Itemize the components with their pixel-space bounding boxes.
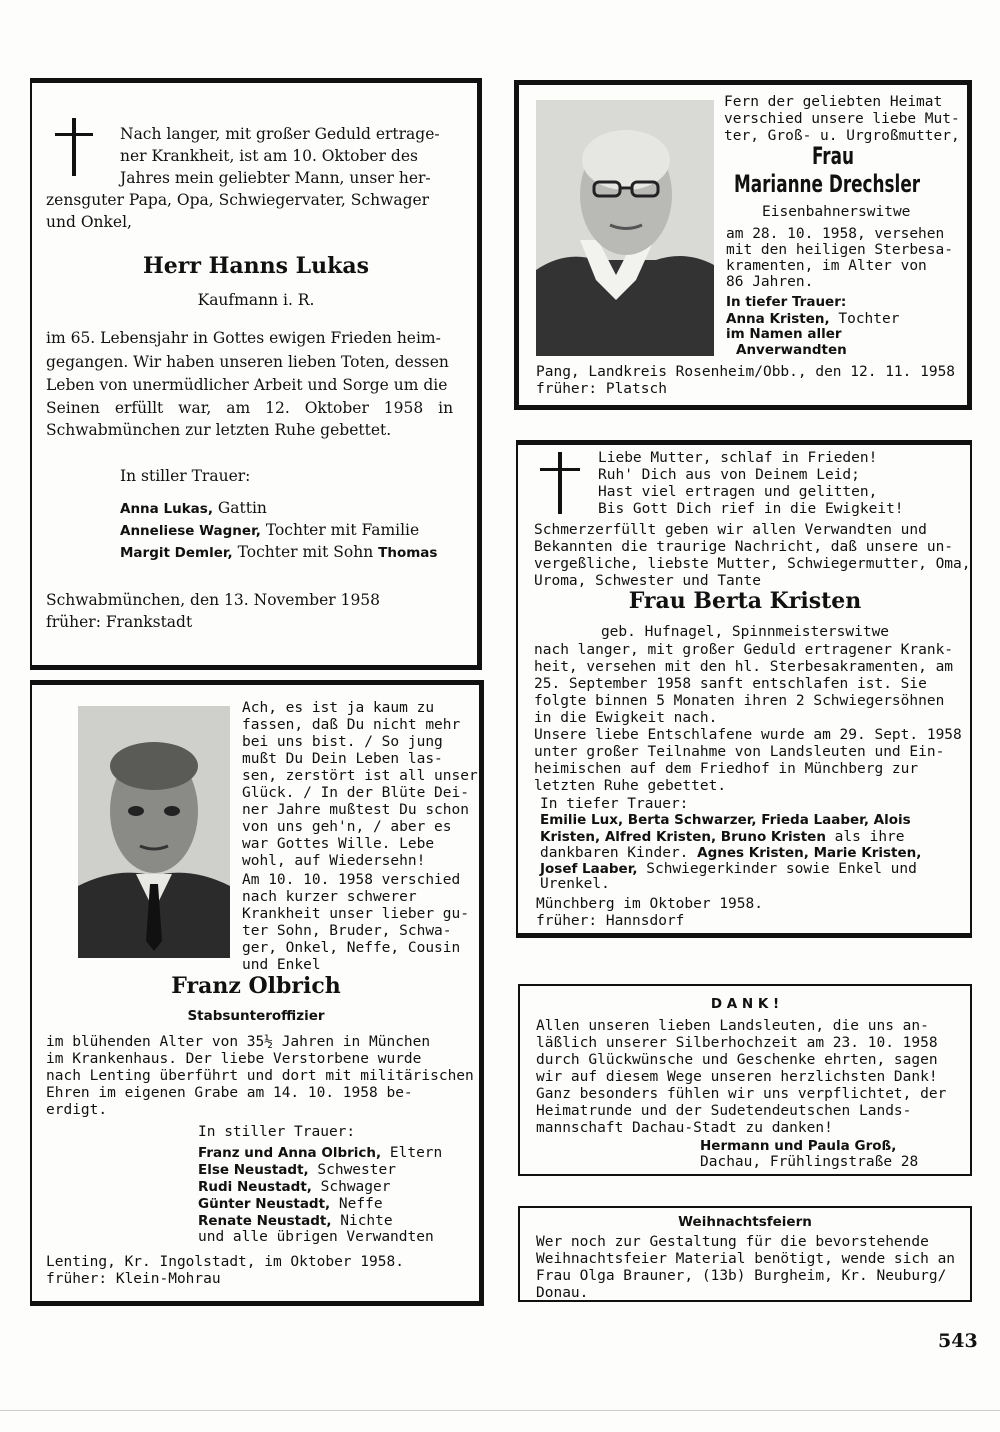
n2-intro-0: Fern der geliebten Heimat (724, 94, 943, 110)
n6-body-1: Weihnachtsfeier Material benötigt, wende sich an (536, 1251, 956, 1267)
n2-mourner-line3: Anverwandten (736, 342, 847, 358)
n4-mourner-0-name: Franz und Anna Olbrich, (198, 1145, 382, 1161)
n2-title: Eisenbahnerswitwe (762, 204, 911, 220)
n1-name: Herr Hanns Lukas (142, 253, 370, 279)
n1-mourner-0 (120, 500, 267, 518)
n2-former: früher: Platsch (536, 381, 667, 397)
n2-body-1: mit den heiligen Sterbesa- (726, 242, 953, 258)
n4-former: früher: Klein-Mohrau (46, 1271, 221, 1287)
n4-mourner-4-rest: Nichte (331, 1213, 393, 1229)
n2-mourner-line2: im Namen aller (726, 326, 842, 342)
n3-former: früher: Hannsdorf (536, 913, 685, 929)
n2-intro-1: verschied unsere liebe Mut- (724, 111, 960, 127)
n4-mourner-3-rest: Neffe (330, 1196, 383, 1212)
n4-intro-0: Ach, es ist ja kaum zu (242, 700, 435, 716)
n4-mourner-1-rest: Schwester (308, 1162, 396, 1178)
n2-prefix: Frau (812, 142, 854, 170)
n1-mourner-2 (120, 544, 437, 562)
n4-intro-8: war Gottes Wille. Lebe (242, 836, 435, 852)
n6-body-2: Frau Olga Brauner, (13b) Burgheim, Kr. Neuburg/ (536, 1268, 947, 1284)
n1-intro-3: zensguter Papa, Opa, Schwiegervater, Schwager (46, 191, 430, 209)
portrait-image (78, 706, 230, 958)
n3-name: Frau Berta Kristen (628, 588, 862, 614)
n4-intro-13: ter Sohn, Bruder, Schwa- (242, 923, 452, 939)
n4-mourner-1-name: Else Neustadt, (198, 1162, 309, 1178)
n1-place: Schwabmünchen, den 13. November 1958 (46, 591, 381, 609)
n2-place: Pang, Landkreis Rosenheim/Obb., den 12. 11. 1958 (536, 364, 956, 380)
n3-mourners-3-rest: dankbaren Kinder. (540, 845, 698, 861)
n3-place: Münchberg im Oktober 1958. (536, 896, 763, 912)
n4-mourner-2 (198, 1178, 390, 1196)
n4-mourner-4 (198, 1212, 393, 1230)
n1-body-0: im 65. Lebensjahr in Gottes ewigen Frieden heim- (46, 329, 441, 347)
n4-mourner-5: und alle übrigen Verwandten (198, 1229, 434, 1245)
n4-body-3: Ehren im eigenen Grabe am 14. 10. 1958 be- (46, 1085, 413, 1101)
n6-body-0: Wer noch zur Gestaltung für die bevorstehende (536, 1234, 929, 1250)
n4-mourner-0-rest: Eltern (381, 1145, 443, 1161)
n2-intro-2: ter, Groß- u. Urgroßmutter, (724, 128, 960, 144)
bottom-scan-rule (0, 1410, 1000, 1411)
n3-body-2: 25. September 1958 sanft entschlafen ist. Sie (534, 676, 927, 692)
n3-body-0: nach langer, mit großer Geduld ertragener Krank- (534, 642, 954, 658)
n4-intro-3: mußt Du Dein Leben las- (242, 751, 443, 767)
n1-mourner-2-rest: Tochter mit Sohn (232, 543, 379, 561)
portrait-photo-elderly-woman (536, 100, 714, 356)
n3-title: geb. Hufnagel, Spinnmeisterswitwe (600, 624, 890, 640)
n1-body-1: gegangen. Wir haben unseren lieben Toten, dessen (46, 353, 449, 371)
n3-mourning: In tiefer Trauer: (540, 796, 689, 812)
n6-body-3: Donau. (536, 1285, 589, 1301)
n3-mourners-4-names: Josef Laaber, (540, 861, 638, 877)
n4-mourner-3-name: Günter Neustadt, (198, 1196, 331, 1212)
n3-mourners-2-rest: als ihre (825, 829, 905, 845)
n4-mourner-2-name: Rudi Neustadt, (198, 1179, 312, 1195)
page-number: 543 (938, 1330, 978, 1352)
n1-intro-1: ner Krankheit, ist am 10. Oktober des (120, 147, 418, 165)
n3-poem-2: Hast viel ertragen und gelitten, (598, 484, 878, 500)
cross-icon (540, 452, 580, 514)
n1-intro-2: Jahres mein geliebter Mann, unser her- (120, 169, 431, 187)
n1-former: früher: Frankstadt (46, 613, 193, 631)
n3-body-6: unter großer Teilnahme von Landsleuten und Ein- (534, 744, 945, 760)
n4-intro-2: bei uns bist. / So jung (242, 734, 443, 750)
n1-mourner-0-rest: Gattin (212, 499, 267, 517)
n1-mourner-1-name: Anneliese Wagner, (120, 523, 261, 539)
n5-body-4: Ganz besonders fühlen wir uns verpflichtet, der (536, 1086, 947, 1102)
n3-poem-1: Ruh' Dich aus von Deinem Leid; (598, 467, 860, 483)
n1-mourner-1-rest: Tochter mit Familie (260, 521, 420, 539)
n5-body-2: durch Glückwünsche und Geschenke ehrten, sagen (536, 1052, 938, 1068)
n5-body-1: läßlich unserer Silberhochzeit am 23. 10. 1958 (536, 1035, 938, 1051)
n4-title: Stabsunteroffizier (187, 1008, 325, 1024)
n4-mourner-2-rest: Schwager (311, 1179, 391, 1195)
n1-title: Kaufmann i. R. (197, 291, 315, 309)
n1-intro-0: Nach langer, mit großer Geduld ertrage- (120, 125, 440, 143)
n6-heading: Weihnachtsfeiern (678, 1214, 812, 1230)
n3-intro-0: Schmerzerfüllt geben wir allen Verwandten und (534, 522, 927, 538)
n2-mourning: In tiefer Trauer: (726, 294, 847, 310)
portrait-photo-man (78, 706, 230, 958)
n1-mourning: In stiller Trauer: (120, 467, 251, 485)
n1-mourner-1 (120, 522, 419, 540)
n3-body-3: folgte binnen 5 Monaten ihren 2 Schwiegersöhnen (534, 693, 945, 709)
n3-poem-3: Bis Gott Dich rief in die Ewigkeit! (598, 501, 904, 517)
n4-intro-15: und Enkel (242, 957, 321, 973)
n3-mourners-5: Urenkel. (540, 876, 610, 892)
n4-intro-4: sen, zerstört ist all unser (242, 768, 478, 784)
cross-icon (55, 118, 93, 176)
n4-intro-12: Krankheit unser lieber gu- (242, 906, 469, 922)
n4-intro-5: Glück. / In der Blüte Dei- (242, 785, 469, 801)
n2-body-3: 86 Jahren. (726, 274, 814, 290)
n1-body-4: Schwabmünchen zur letzten Ruhe gebettet. (46, 421, 392, 439)
n1-body-3: Seinen erfüllt war, am 12. Oktober 1958 in (46, 399, 454, 417)
n4-intro-7: von uns geh'n, / aber es (242, 819, 452, 835)
n5-address: Dachau, Frühlingstraße 28 (700, 1154, 919, 1170)
n4-intro-1: fassen, daß Du nicht mehr (242, 717, 461, 733)
n4-mourning: In stiller Trauer: (198, 1124, 356, 1140)
n4-mourner-3 (198, 1195, 383, 1213)
n1-mourner-2-name: Margit Demler, (120, 545, 233, 561)
n2-body-0: am 28. 10. 1958, versehen (726, 226, 945, 242)
n3-mourners-3-names: Agnes Kristen, Marie Kristen, (697, 845, 922, 861)
n5-body-6: mannschaft Dachau-Stadt zu danken! (536, 1120, 833, 1136)
n2-body-2: kramenten, im Alter von (726, 258, 927, 274)
n4-name: Franz Olbrich (171, 973, 341, 999)
n4-intro-9: wohl, auf Wiedersehn! (242, 853, 426, 869)
notice-hanns-lukas (30, 78, 482, 670)
n2-mourner-name: Anna Kristen, (726, 311, 830, 327)
n5-heading: D A N K ! (710, 996, 780, 1012)
n5-body-5: Heimatrunde und der Sudetendeutschen Lands- (536, 1103, 912, 1119)
n3-body-7: heimischen auf dem Friedhof in Münchberg zur (534, 761, 919, 777)
n1-mourner-2-extra: Thomas (378, 545, 438, 561)
n3-poem-0: Liebe Mutter, schlaf in Frieden! (598, 450, 878, 466)
n4-place: Lenting, Kr. Ingolstadt, im Oktober 1958. (46, 1254, 404, 1270)
n1-mourner-0-name: Anna Lukas, (120, 501, 213, 517)
n4-body-1: im Krankenhaus. Der liebe Verstorbene wurde (46, 1051, 422, 1067)
n4-intro-14: ger, Onkel, Neffe, Cousin (242, 940, 461, 956)
n3-body-5: Unsere liebe Entschlafene wurde am 29. Sept. 1958 (534, 727, 962, 743)
n3-mourners-2-names: Kristen, Alfred Kristen, Bruno Kristen (540, 829, 826, 845)
n4-mourner-4-name: Renate Neustadt, (198, 1213, 332, 1229)
n3-body-1: heit, versehen mit den hl. Sterbesakramenten, am (534, 659, 954, 675)
n4-body-4: erdigt. (46, 1102, 108, 1118)
n1-body-2: Leben von unermüdlicher Arbeit und Sorge um die (46, 376, 448, 394)
n3-body-4: in die Ewigkeit nach. (534, 710, 718, 726)
n3-intro-2: vergeßliche, liebste Mutter, Schwiegermutter, Oma, (534, 556, 971, 572)
n4-intro-6: ner Jahre mußtest Du schon (242, 802, 469, 818)
n3-body-8: letzten Ruhe gebettet. (534, 778, 727, 794)
n4-mourner-1 (198, 1161, 396, 1179)
n2-name: Marianne Drechsler (734, 170, 921, 198)
n2-mourner-rest: Tochter (829, 311, 900, 327)
n4-mourner-0 (198, 1144, 442, 1162)
n5-body-0: Allen unseren lieben Landsleuten, die uns an- (536, 1018, 929, 1034)
n5-body-3: wir auf diesem Wege unseren herzlichsten Dank! (536, 1069, 938, 1085)
n3-mourners-1: Emilie Lux, Berta Schwarzer, Frieda Laaber, Alois (540, 812, 911, 828)
n4-body-2: nach Lenting überführt und dort mit militärischen (46, 1068, 474, 1084)
portrait-image (536, 100, 714, 356)
n4-intro-11: nach kurzer schwerer (242, 889, 417, 905)
n3-mourners-4-rest: Schwiegerkinder sowie Enkel und (637, 861, 917, 877)
n3-intro-3: Uroma, Schwester und Tante (534, 573, 761, 589)
n5-signature: Hermann und Paula Groß, (700, 1138, 897, 1154)
n4-intro-10: Am 10. 10. 1958 verschied (242, 872, 461, 888)
n1-intro-4: und Onkel, (46, 213, 132, 231)
n4-body-0: im blühenden Alter von 35½ Jahren in München (46, 1034, 431, 1050)
n3-intro-1: Bekannten die traurige Nachricht, daß unsere un- (534, 539, 954, 555)
